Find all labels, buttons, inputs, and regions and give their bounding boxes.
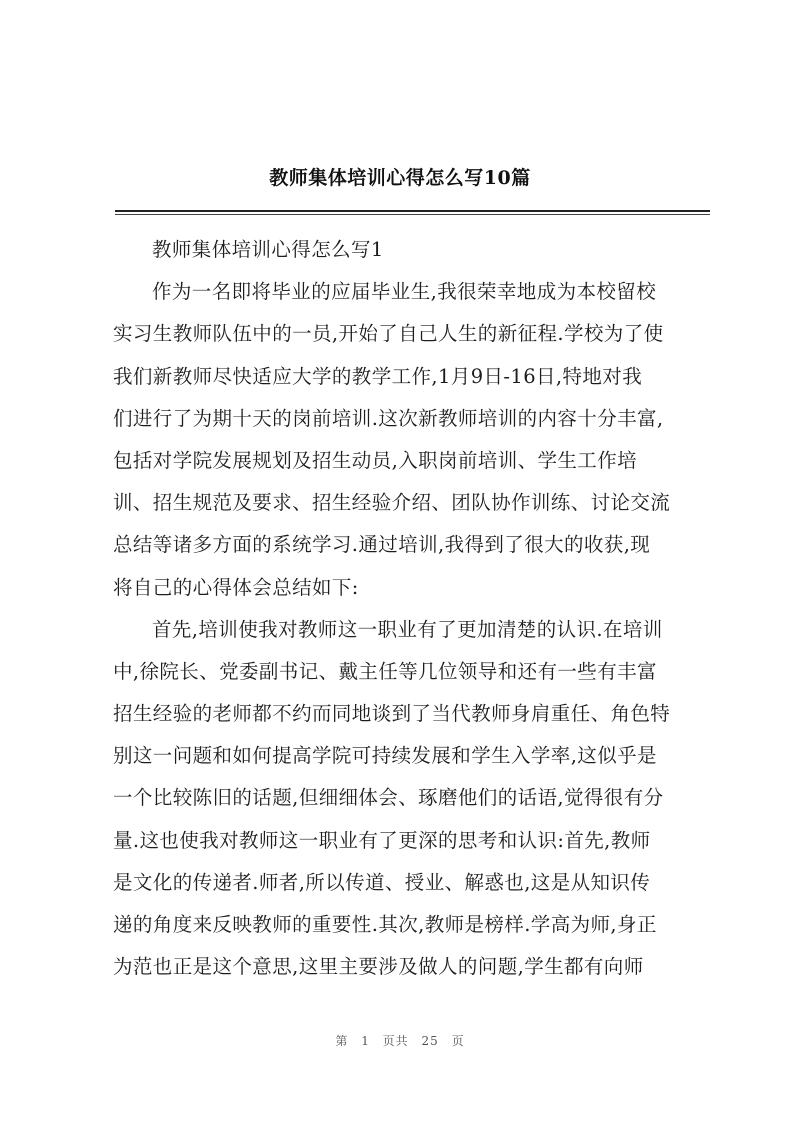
paragraph-line: 首先,培训使我对教师这一职业有了更加清楚的认识.在培训 [152,617,663,641]
title-rule-thick [115,210,710,212]
paragraph-line: 是文化的传递者.师者,所以传道、授业、解惑也,这是从知识传 [113,870,651,894]
paragraph-line: 我们新教师尽快适应大学的教学工作,1月9日-16日,特地对我 [113,364,643,388]
paragraph-line: 别这一问题和如何提高学院可持续发展和学生入学率,这似乎是 [113,744,657,768]
page-footer [0,1032,800,1049]
paragraph-line: 中,徐院长、党委副书记、戴主任等几位领导和还有一些有丰富 [113,659,657,683]
footer-page-number: 1 [361,1034,370,1048]
paragraph-line: 一个比较陈旧的话题,但细细体会、琢磨他们的话语,觉得很有分 [113,786,664,810]
footer-prefix: 第 [335,1034,349,1048]
paragraph-line: 作为一名即将毕业的应届毕业生,我很荣幸地成为本校留校 [152,280,657,304]
footer-middle: 页共 [382,1034,409,1048]
footer-suffix: 页 [451,1034,465,1048]
paragraph-line: 将自己的心得体会总结如下: [113,575,359,599]
paragraph-line: 包括对学院发展规划及招生动员,入职岗前培训、学生工作培 [113,448,637,472]
footer-total-pages: 25 [421,1034,439,1048]
paragraph-line: 训、招生规范及要求、招生经验介绍、团队协作训练、讨论交流 [113,491,671,515]
paragraph-line: 招生经验的老师都不约而同地谈到了当代教师身肩重任、角色特 [113,702,671,726]
paragraph-line: 为范也正是这个意思,这里主要涉及做人的问题,学生都有向师 [113,955,644,979]
paragraph-line: 们进行了为期十天的岗前培训.这次新教师培训的内容十分丰富, [113,406,664,430]
title-rule-thin [115,214,710,215]
paragraph-line: 总结等诸多方面的系统学习.通过培训,我得到了很大的收获,现 [113,533,651,557]
section-heading: 教师集体培训心得怎么写1 [152,238,384,261]
paragraph-line: 递的角度来反映教师的重要性.其次,教师是榜样.学高为师,身正 [113,913,657,936]
paragraph-line: 量.这也使我对教师这一职业有了更深的思考和认识:首先,教师 [113,828,651,852]
document-title: 教师集体培训心得怎么写10篇 [269,167,531,189]
document-body [113,229,711,988]
paragraph-line: 实习生教师队伍中的一员,开始了自己人生的新征程.学校为了使 [113,322,664,346]
